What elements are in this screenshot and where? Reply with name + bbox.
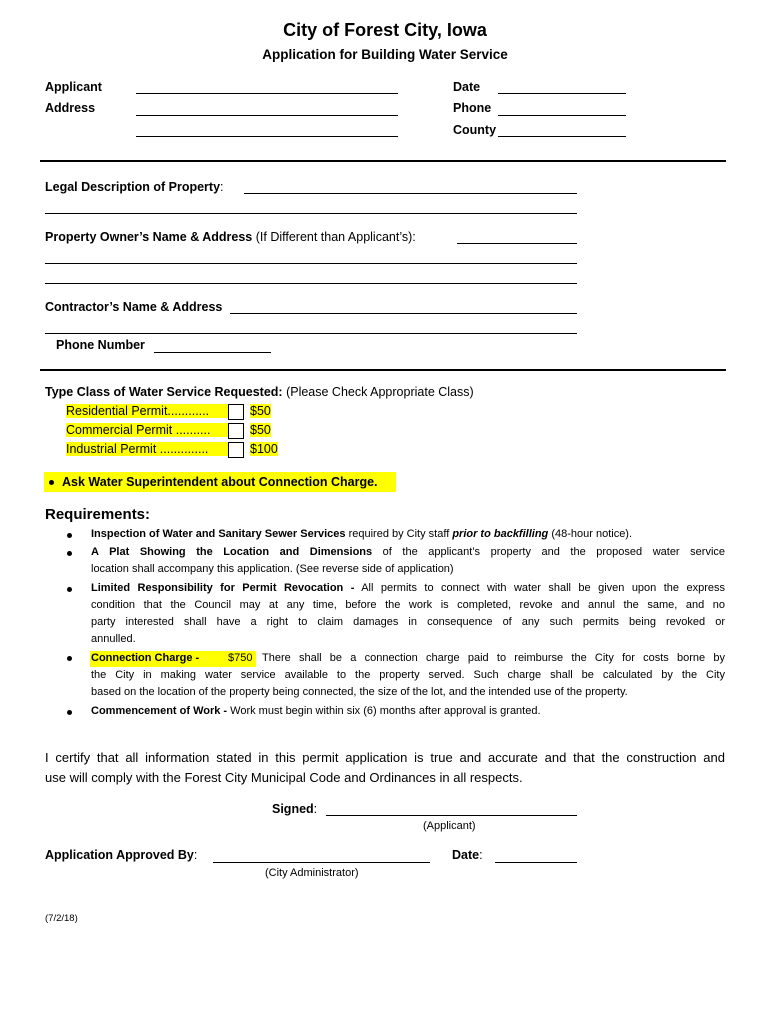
approved-by-field[interactable]	[213, 862, 430, 863]
requirement-inspection: Inspection of Water and Sanitary Sewer Services required by City staff prior to backfilling (48-hour notice).	[91, 528, 633, 540]
owner-field[interactable]	[457, 243, 577, 244]
requirement-plat: A Plat Showing the Location and Dimensions of the applicant’s property and the proposed water service	[91, 546, 725, 558]
approval-date-field[interactable]	[495, 862, 577, 863]
bullet-icon	[49, 480, 54, 485]
requirement-revocation-line-4: annulled.	[91, 633, 136, 645]
requirement-plat-line-2: location shall accompany this application. (See reverse side of application)	[91, 563, 454, 575]
applicant-caption: (Applicant)	[423, 820, 476, 832]
approval-date-label: Date:	[452, 848, 483, 862]
address-field-line-1[interactable]	[136, 115, 398, 116]
page-subtitle: Application for Building Water Service	[262, 47, 508, 62]
legal-description-label: Legal Description of Property:	[45, 180, 224, 194]
connection-charge-label: Connection Charge -	[91, 652, 200, 664]
requirement-revocation-line-3: party interested shall have a right to claim damages in consequence of any such permits being revoked or	[91, 616, 725, 628]
legal-description-field-2[interactable]	[45, 213, 577, 214]
phone-number-label: Phone Number	[56, 338, 145, 352]
residential-price: $50	[250, 404, 271, 418]
bullet-icon	[67, 587, 72, 592]
connection-charge-text-line-3: based on the location of the property being connected, the size of the lot, and the intended use of the property.	[91, 686, 628, 698]
certification-statement-line-2: use will comply with the Forest City Municipal Code and Ordinances in all respects.	[45, 770, 523, 785]
date-field[interactable]	[498, 93, 626, 94]
administrator-caption: (City Administrator)	[265, 867, 359, 879]
applicant-field[interactable]	[136, 93, 398, 94]
legal-description-field[interactable]	[244, 193, 577, 194]
bullet-icon	[67, 710, 72, 715]
service-class-label: Type Class of Water Service Requested: (Please Check Appropriate Class)	[45, 385, 474, 399]
section-divider	[40, 160, 726, 162]
bullet-icon	[67, 533, 72, 538]
section-divider-2	[40, 369, 726, 371]
page-title: City of Forest City, Iowa	[283, 20, 487, 40]
requirement-revocation-line-2: condition that the Council may at any time, before the work is completed, revoke and annul the same, and no	[91, 599, 725, 611]
ask-superintendent-note: Ask Water Superintendent about Connection Charge.	[62, 475, 378, 489]
phone-label: Phone	[453, 101, 492, 115]
commercial-permit-option: Commercial Permit ..........	[66, 423, 228, 437]
address-field-line-2[interactable]	[136, 136, 398, 137]
certification-statement: I certify that all information stated in this permit application is true and accurate and that the construction and	[45, 750, 725, 765]
owner-field-2[interactable]	[45, 263, 577, 264]
contractor-field[interactable]	[230, 313, 577, 314]
industrial-price: $100	[250, 442, 278, 456]
contractor-label: Contractor’s Name & Address	[45, 300, 223, 314]
connection-charge-amount: $750	[228, 652, 253, 664]
industrial-checkbox[interactable]	[228, 442, 244, 458]
applicant-label: Applicant	[45, 80, 102, 94]
applicant-signature-field[interactable]	[326, 815, 577, 816]
residential-checkbox[interactable]	[228, 404, 244, 420]
commercial-price: $50	[250, 423, 271, 437]
revision-date: (7/2/18)	[45, 913, 78, 924]
requirement-revocation: Limited Responsibility for Permit Revocation - All permits to connect with water shall be given upon the express	[91, 582, 725, 594]
phone-number-field[interactable]	[154, 352, 271, 353]
owner-label: Property Owner’s Name & Address (If Different than Applicant’s):	[45, 230, 416, 244]
address-label: Address	[45, 101, 96, 115]
county-label: County	[453, 123, 497, 137]
bullet-icon	[67, 656, 72, 661]
bullet-icon	[67, 551, 72, 556]
phone-field[interactable]	[498, 115, 626, 116]
approved-by-label: Application Approved By:	[45, 848, 198, 862]
residential-permit-option: Residential Permit............	[66, 404, 228, 418]
contractor-field-2[interactable]	[45, 333, 577, 334]
connection-charge-text-line-2: the City in making water service available to the property served. Such charge shall be calculated by the City	[91, 669, 725, 681]
owner-field-3[interactable]	[45, 283, 577, 284]
connection-charge-text: There shall be a connection charge paid to reimburse the City for costs borne by	[262, 652, 725, 664]
industrial-permit-option: Industrial Permit ..............	[66, 442, 228, 456]
county-field[interactable]	[498, 136, 626, 137]
date-label: Date	[453, 80, 481, 94]
requirements-heading: Requirements:	[45, 506, 151, 523]
signed-label: Signed:	[272, 802, 318, 816]
commercial-checkbox[interactable]	[228, 423, 244, 439]
requirement-commencement: Commencement of Work - Work must begin within six (6) months after approval is granted.	[91, 705, 541, 717]
